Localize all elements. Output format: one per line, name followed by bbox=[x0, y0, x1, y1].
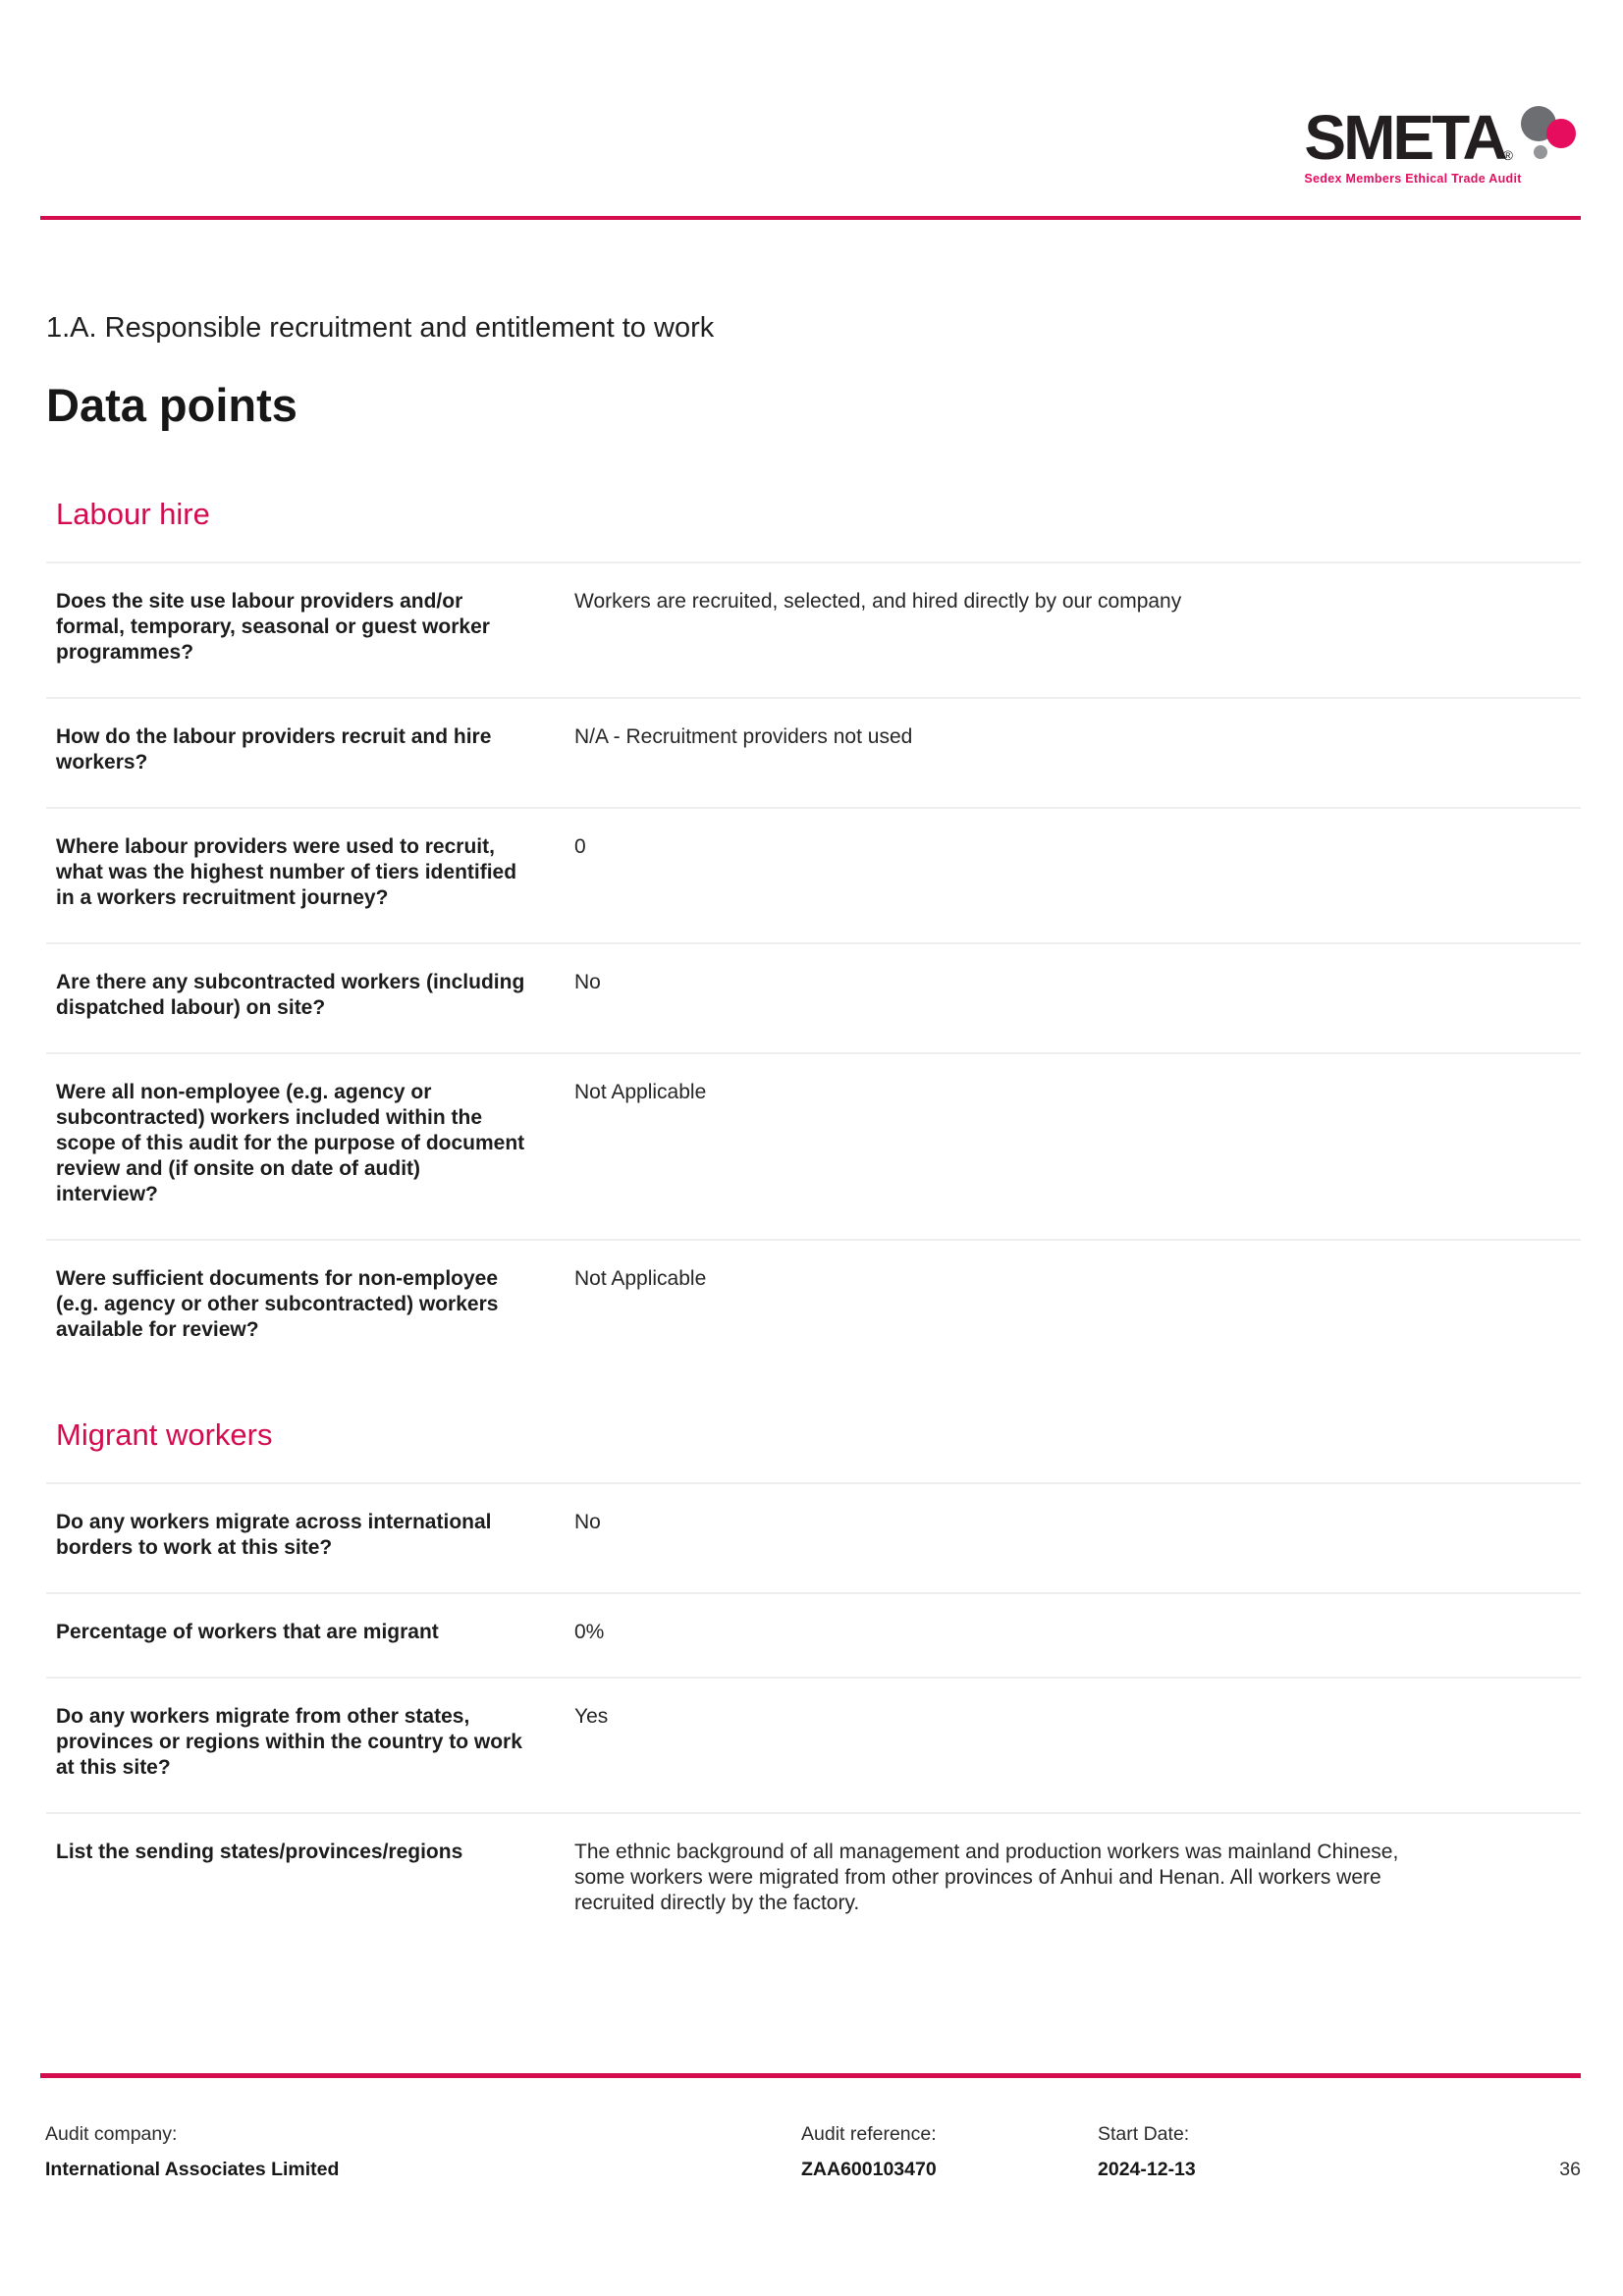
smeta-tagline: Sedex Members Ethical Trade Audit bbox=[1304, 172, 1522, 186]
answer-value: Not Applicable bbox=[574, 1081, 707, 1103]
answer-value: No bbox=[574, 1511, 601, 1533]
audit-company-label: Audit company: bbox=[45, 2123, 178, 2145]
page-number: 36 bbox=[1559, 2159, 1581, 2180]
question-label: Are there any subcontracted workers (including dispatched labour) on site? bbox=[56, 971, 525, 1019]
table-row bbox=[46, 697, 1581, 807]
section-title-labour-hire: Labour hire bbox=[56, 497, 210, 531]
question-label: Percentage of workers that are migrant bbox=[56, 1621, 439, 1643]
answer-value: 0 bbox=[574, 835, 586, 858]
logo-dot-pink-icon bbox=[1546, 119, 1576, 148]
start-date-value: 2024-12-13 bbox=[1098, 2159, 1196, 2180]
page-footer bbox=[40, 2073, 1581, 2181]
table-row bbox=[46, 807, 1581, 942]
answer-value: N/A - Recruitment providers not used bbox=[574, 725, 913, 748]
footer-audit-reference bbox=[801, 2123, 1098, 2181]
header-rule bbox=[40, 216, 1581, 220]
audit-reference-label: Audit reference: bbox=[801, 2123, 937, 2145]
answer-value: Yes bbox=[574, 1705, 609, 1728]
question-label: Do any workers migrate across international borders to work at this site? bbox=[56, 1511, 492, 1559]
smeta-wordmark: SMETA bbox=[1304, 102, 1505, 173]
footer-audit-company bbox=[45, 2123, 801, 2181]
smeta-logo bbox=[1304, 102, 1578, 186]
registered-trademark-symbol: ® bbox=[1502, 147, 1513, 163]
answer-value: Not Applicable bbox=[574, 1267, 707, 1290]
footer-rule bbox=[40, 2073, 1581, 2078]
question-label: Where labour providers were used to recruit, what was the highest number of tiers identified in a workers recruitment journey? bbox=[56, 835, 517, 909]
table-row bbox=[46, 1677, 1581, 1812]
audit-company-value: International Associates Limited bbox=[45, 2159, 340, 2180]
answer-value: 0% bbox=[574, 1621, 605, 1643]
logo-dots-icon bbox=[1515, 106, 1578, 165]
question-label: Were all non-employee (e.g. agency or subcontracted) workers included within the scope of this audit for the purpose of document review and (if onsite on date of audit) interview? bbox=[56, 1081, 525, 1205]
table-row bbox=[46, 942, 1581, 1052]
table-row bbox=[46, 1592, 1581, 1677]
page-content bbox=[46, 312, 1581, 1948]
footer-start-date bbox=[1098, 2123, 1559, 2181]
answer-value: No bbox=[574, 971, 601, 993]
logo-dot-small-gray-icon bbox=[1534, 145, 1547, 159]
table-row bbox=[46, 1239, 1581, 1374]
audit-reference-value: ZAA600103470 bbox=[801, 2159, 937, 2180]
page-title: Data points bbox=[46, 379, 298, 431]
answer-value: Workers are recruited, selected, and hired directly by our company bbox=[574, 590, 1182, 613]
question-label: Do any workers migrate from other states, provinces or regions within the country to work at this site? bbox=[56, 1705, 522, 1779]
question-label: Were sufficient documents for non-employee (e.g. agency or other subcontracted) workers available for review? bbox=[56, 1267, 499, 1341]
table-row bbox=[46, 1812, 1581, 1948]
section-reference-heading: 1.A. Responsible recruitment and entitlement to work bbox=[46, 312, 715, 344]
table-row bbox=[46, 1052, 1581, 1239]
answer-value: The ethnic background of all management and production workers was mainland Chinese, some workers were migrated from other provinces of Anhui and Henan. All workers were recruited directly by the factory. bbox=[574, 1841, 1399, 1914]
start-date-label: Start Date: bbox=[1098, 2123, 1190, 2145]
question-label: Does the site use labour providers and/or formal, temporary, seasonal or guest worker programmes? bbox=[56, 590, 490, 664]
question-label: List the sending states/provinces/regions bbox=[56, 1841, 463, 1863]
table-row bbox=[46, 561, 1581, 697]
question-label: How do the labour providers recruit and hire workers? bbox=[56, 725, 492, 774]
section-title-migrant-workers: Migrant workers bbox=[56, 1417, 273, 1452]
table-row bbox=[46, 1482, 1581, 1592]
